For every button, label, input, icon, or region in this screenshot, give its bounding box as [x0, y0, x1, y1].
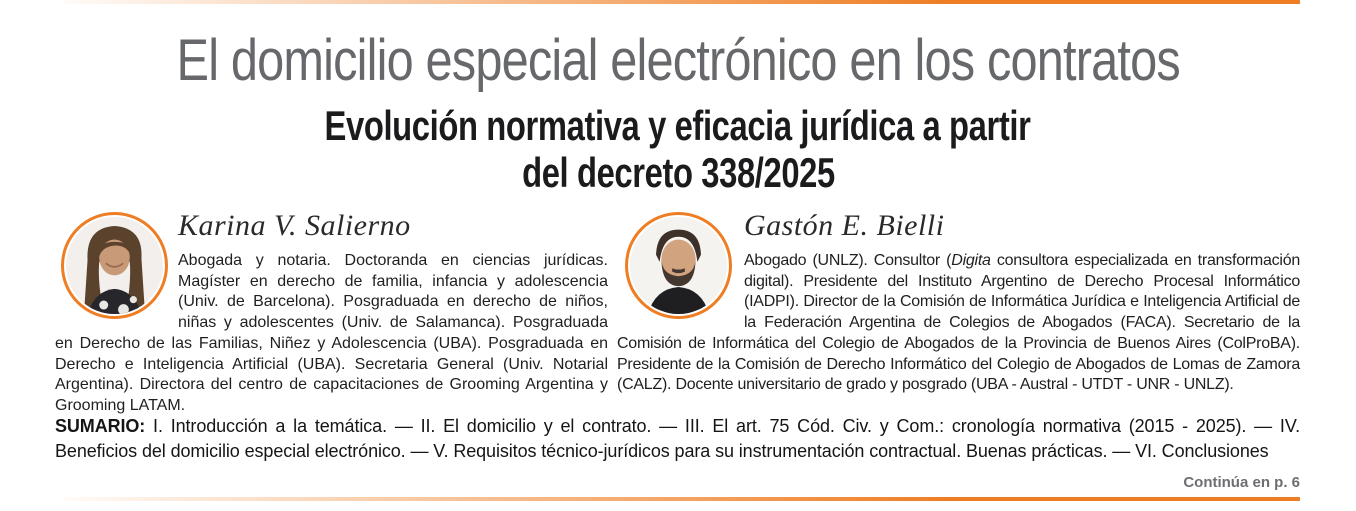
author-block-karina	[55, 206, 608, 417]
bio-text: Abogado (UNLZ). Consultor (	[744, 252, 952, 269]
continues-on-page-note: Continúa en p. 6	[1183, 474, 1300, 491]
bottom-accent-rule	[64, 497, 1300, 501]
article-title	[0, 30, 1356, 92]
sumario-text: I. Introducción a la temática. — II. El domicilio y el contrato. — III. El art. 75 Cód. Civ. y Com.: cronología normativa (2015 - 2025). — IV. Beneficios del domicilio especial electrónico. — V. Requisitos técnico-jurídicos para su instrumentación contractual. Buenas prácticas. — VI. Conclusiones	[55, 416, 1300, 461]
author-photo-karina	[61, 212, 168, 319]
author-photo-gaston	[625, 212, 732, 319]
article-subtitle-line1: Evolución normativa y eficacia jurídica a partir	[325, 102, 1031, 149]
sumario-paragraph	[55, 414, 1300, 464]
bio-italic-text: Digita	[951, 252, 991, 269]
top-accent-rule	[64, 0, 1300, 4]
author-name-karina: Karina V. Salierno	[178, 209, 411, 242]
authors-section	[55, 206, 1300, 417]
man-portrait-illustration	[630, 217, 727, 314]
author-bio-karina: Abogada y notaria. Doctoranda en ciencias jurídicas. Magíster en derecho de familia, infancia y adolescencia (Univ. de Barcelona). Posgraduada en derecho de niños, niñas y adolescentes (Univ. de Salamanca). Posgraduada en Derecho de las Familias, Niñez y Adolescencia (UBA). Posgraduada en Derecho e Inteligencia Artificial (UBA). Secretaria General (Univ. Notarial Argentina). Directora del centro de capacitaciones de Grooming Argentina y Grooming LATAM.	[55, 252, 608, 414]
article-subtitle	[0, 102, 1356, 196]
author-name-gaston: Gastón E. Bielli	[744, 209, 945, 242]
article-title-text: El domicilio especial electrónico en los contratos	[176, 28, 1180, 93]
bio-text: consultora especializada en transformación digital). Presidente del Instituto Argentino de Derecho Procesal Informático (IADPI). Director de la Comisión de Informática Jurídica e Inteligencia Artificial de la Federación Argentina de Colegios de Abogados (FACA). Secretario de la Comisión de Informática del Colegio de Abogados de la Provincia de Buenos Aires (ColProBA). Presidente de la Comisión de Derecho Informático del Colegio de Abogados de Lomas de Zamora (CALZ). Docente universitario de grado y posgrado (UBA - Austral - UTDT - UNR - UNLZ).	[617, 252, 1300, 394]
woman-portrait-illustration	[66, 217, 163, 314]
article-subtitle-line2: del decreto 338/2025	[521, 149, 835, 196]
author-block-gaston	[617, 206, 1300, 417]
sumario-label: SUMARIO:	[55, 416, 146, 436]
